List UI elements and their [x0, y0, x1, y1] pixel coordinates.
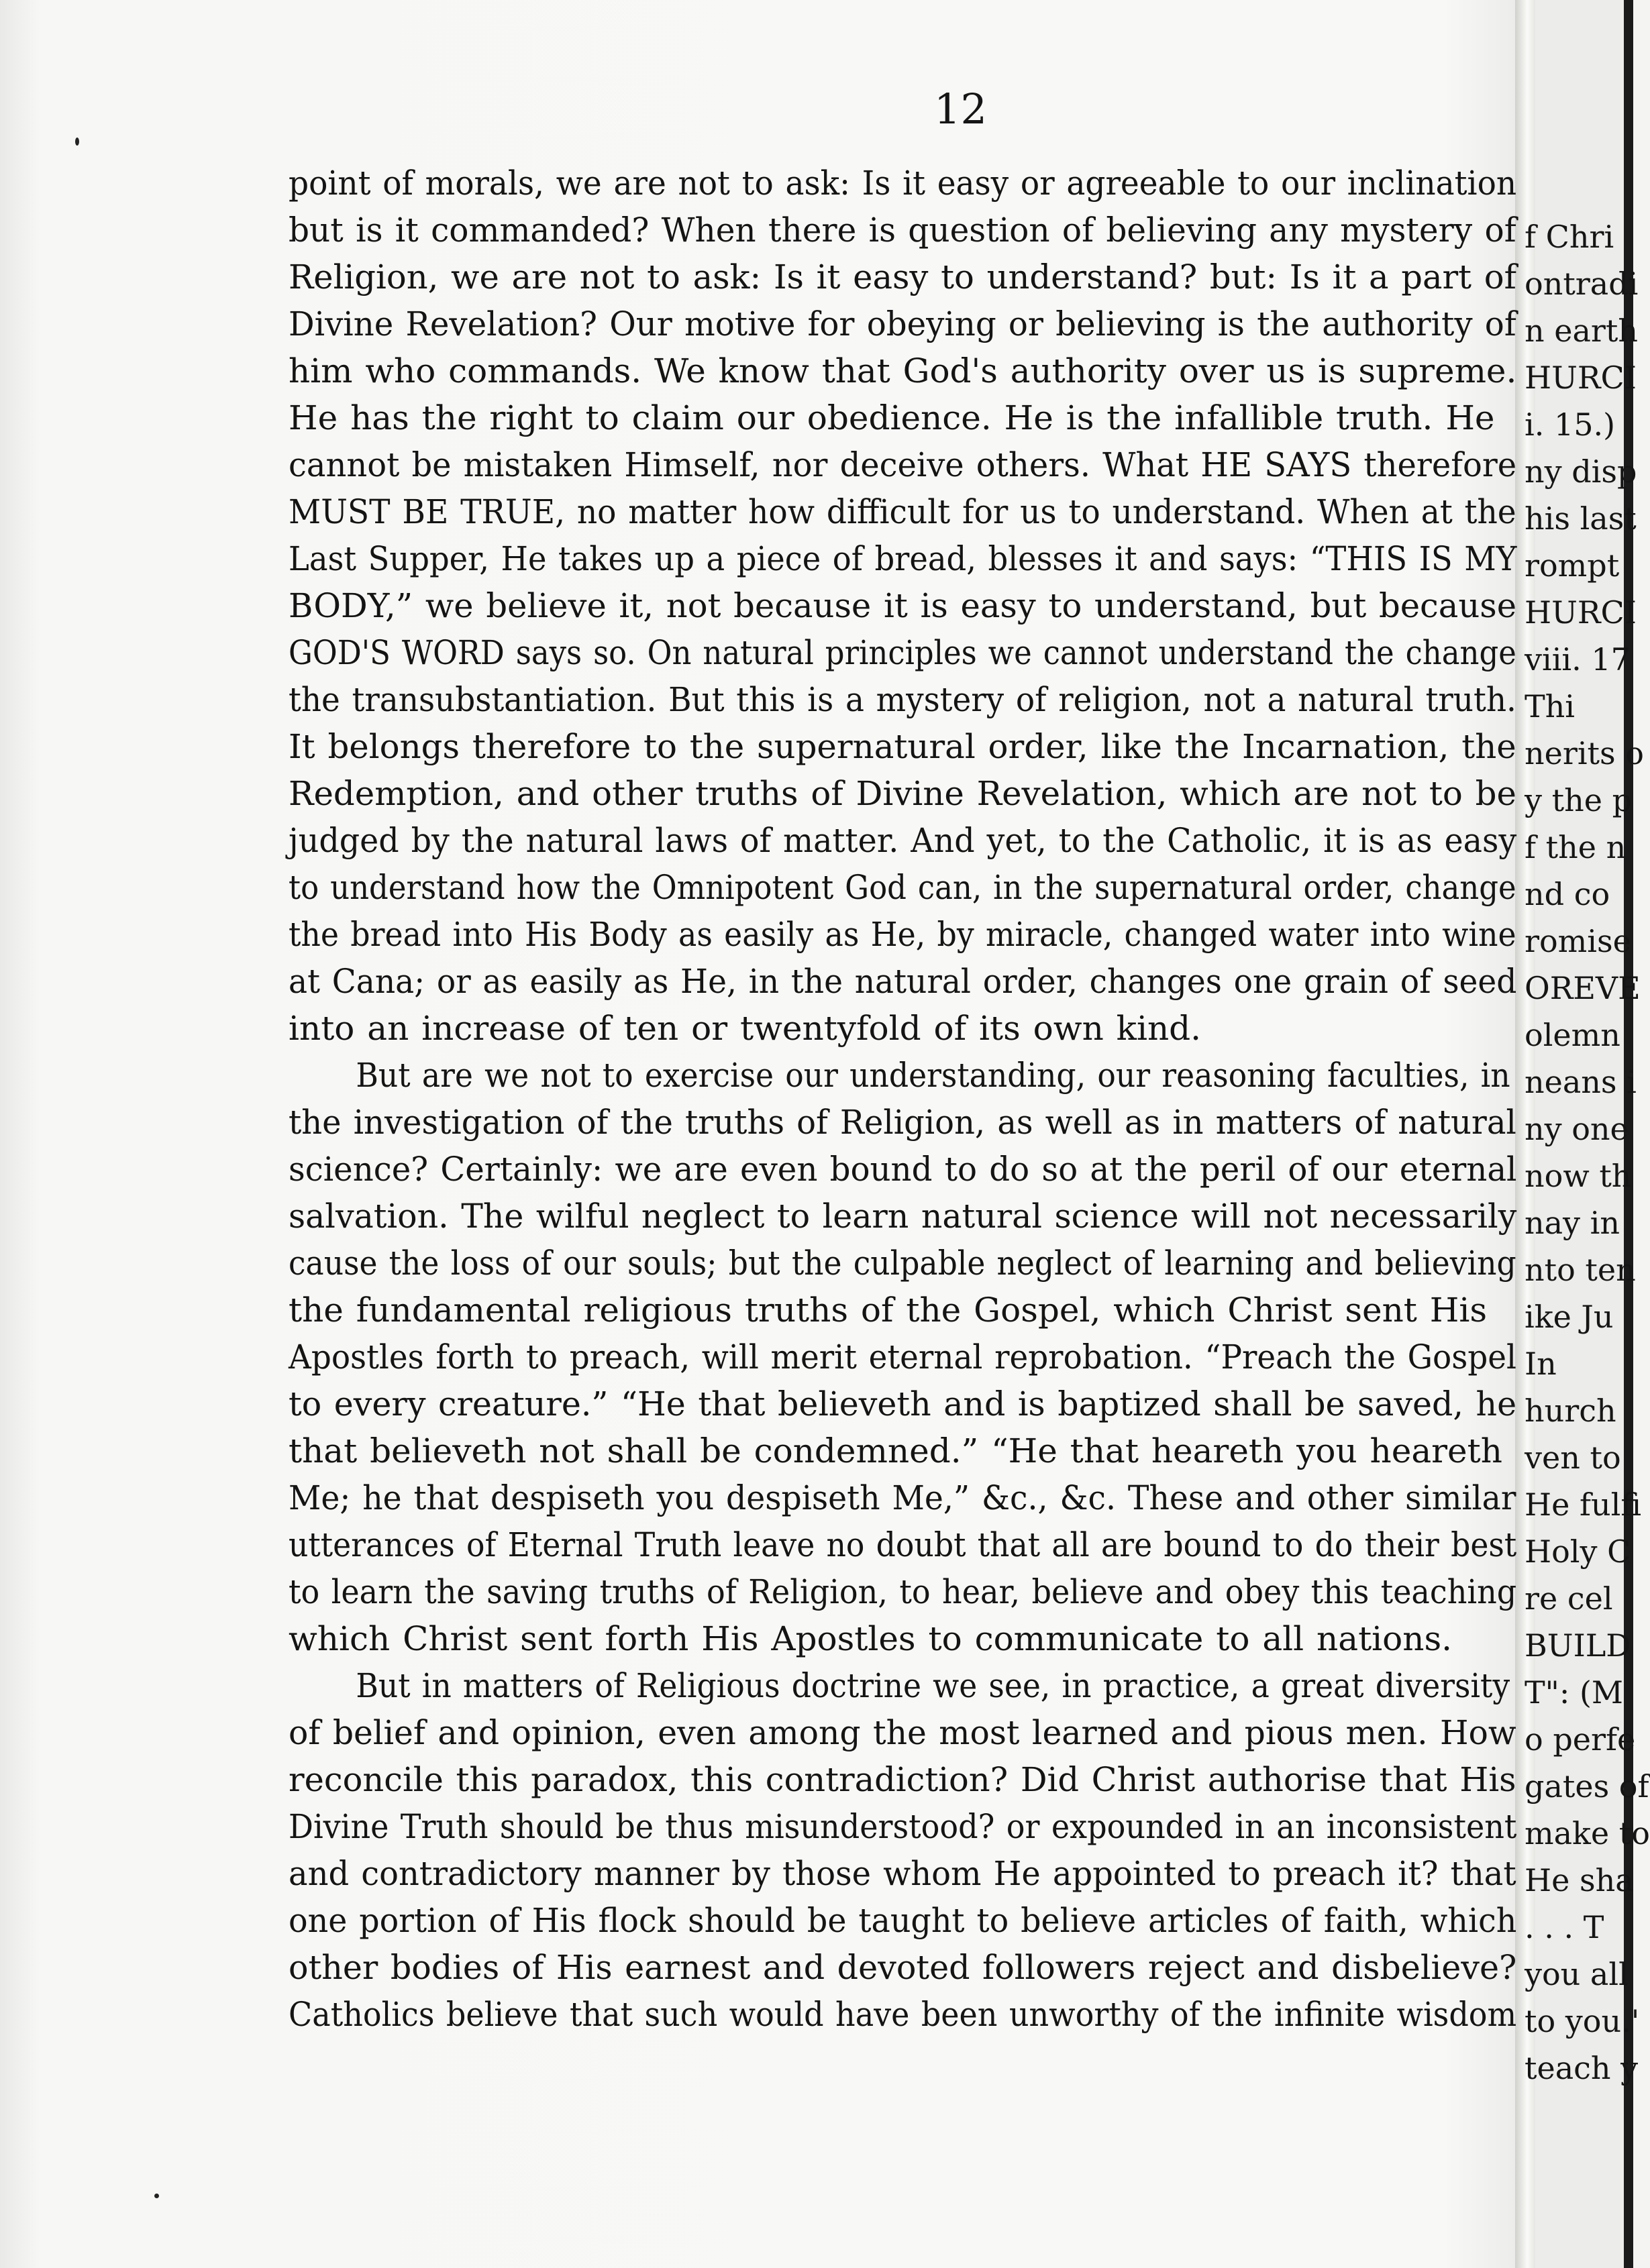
facing-page-fragment: nay in: [1525, 1205, 1620, 1241]
facing-page-fragment: nto ten: [1525, 1252, 1636, 1288]
facing-page-fragment: BUILD: [1525, 1627, 1631, 1664]
body-text: [289, 160, 1516, 2179]
text-line: But are we not to exercise our understanding, our reasoning faculties, in: [356, 1056, 1510, 1095]
text-line: at Cana; or as easily as He, in the natural order, changes one grain of seed: [289, 962, 1517, 1001]
text-line: point of morals, we are not to ask: Is it easy or agreeable to our inclination: [289, 164, 1517, 203]
text-line: Apostles forth to preach, will merit eternal reprobation. “Preach the Gospel: [289, 1338, 1516, 1376]
facing-page-fragment: f Chri: [1525, 219, 1614, 255]
facing-page-fragment: In: [1525, 1346, 1557, 1382]
text-line: that believeth not shall be condemned.” “He that heareth you heareth: [289, 1432, 1502, 1470]
facing-page-fragment: ike Ju: [1525, 1299, 1614, 1335]
text-line: cannot be mistaken Himself, nor deceive others. What HE SAYS therefore: [289, 445, 1517, 484]
facing-page-fragment: i. 15.): [1525, 407, 1616, 443]
text-line: salvation. The wilful neglect to learn natural science will not necessarily: [289, 1197, 1517, 1236]
facing-page-fragment: nd co: [1525, 876, 1610, 912]
text-line: into an increase of ten or twentyfold of its own kind.: [289, 1009, 1202, 1048]
text-line: utterances of Eternal Truth leave no doubt that all are bound to do their best: [289, 1525, 1517, 1564]
text-line: Religion, we are not to ask: Is it easy to understand? but: Is it a part of: [289, 258, 1516, 296]
text-line: Last Supper, He takes up a piece of bread, blesses it and says: “THIS IS MY: [289, 539, 1517, 578]
text-line: It belongs therefore to the supernatural order, like the Incarnation, the: [289, 727, 1516, 766]
facing-page-fragment: Holy C: [1525, 1533, 1631, 1570]
facing-page-fragment: you all: [1525, 1956, 1629, 1992]
facing-page-fragment: now th: [1525, 1158, 1632, 1194]
page-number: 12: [934, 85, 987, 133]
text-line: Me; he that despiseth you despiseth Me,” &c., &c. These and other similar: [289, 1478, 1516, 1517]
facing-page-fragment: ontradi: [1525, 266, 1639, 302]
facing-page-fragment: He fulfi: [1525, 1487, 1642, 1523]
facing-page-fragment: neans i: [1525, 1064, 1637, 1100]
facing-page-fragment: HURCI: [1525, 360, 1637, 396]
text-line: He has the right to claim our obedience. He is the infallible truth. He: [289, 398, 1495, 437]
scan-speck: [75, 138, 79, 146]
paragraph: [289, 1662, 1516, 2038]
text-line: him who commands. We know that God's authority over us is supreme.: [289, 352, 1517, 390]
text-line: science? Certainly: we are even bound to do so at the peril of our eternal: [289, 1150, 1517, 1189]
text-line: to learn the saving truths of Religion, to hear, believe and obey this teaching: [289, 1572, 1517, 1611]
facing-page-fragment: f the n: [1525, 829, 1627, 865]
text-line: the investigation of the truths of Religion, as well as in matters of natural: [289, 1103, 1516, 1142]
text-line: Catholics believe that such would have been unworthy of the infinite wisdom: [289, 1995, 1517, 2034]
text-line: which Christ sent forth His Apostles to communicate to all nations.: [289, 1619, 1453, 1658]
facing-page-fragment: HURCI: [1525, 594, 1637, 631]
text-line: But in matters of Religious doctrine we see, in practice, a great diversity: [356, 1666, 1510, 1705]
scan-speck: [154, 2194, 159, 2198]
text-line: one portion of His flock should be taught to believe articles of faith, which: [289, 1901, 1517, 1940]
facing-page-fragment: y the p: [1525, 782, 1633, 818]
text-line: the bread into His Body as easily as He, by miracle, changed water into wine: [289, 915, 1516, 954]
paragraph: [289, 160, 1516, 1052]
facing-page-edge: [1523, 0, 1650, 2268]
text-line: Divine Truth should be thus misunderstood? or expounded in an inconsistent: [289, 1807, 1517, 1846]
text-line: cause the loss of our souls; but the culpable neglect of learning and believing: [289, 1244, 1516, 1283]
facing-page-fragment: hurch: [1525, 1393, 1616, 1429]
text-line: of belief and opinion, even among the most learned and pious men. How: [289, 1713, 1516, 1752]
facing-page-fragment: teach y: [1525, 2050, 1639, 2086]
facing-page-fragment: Thi: [1525, 688, 1576, 724]
text-line: Redemption, and other truths of Divine Revelation, which are not to be: [289, 774, 1516, 813]
text-line: judged by the natural laws of matter. And yet, to the Catholic, it is as easy: [289, 821, 1517, 860]
text-line: but is it commanded? When there is question of believing any mystery of: [289, 211, 1516, 250]
facing-page-fragment: re cel: [1525, 1580, 1613, 1617]
facing-page-fragment: OREVE: [1525, 970, 1641, 1006]
paragraph: [289, 1052, 1516, 1662]
text-line: GOD'S WORD says so. On natural principles we cannot understand the change: [289, 633, 1516, 672]
facing-page-fragment: gates of: [1525, 1768, 1649, 1804]
text-line: Divine Revelation? Our motive for obeying or believing is the authority of: [289, 305, 1516, 343]
text-line: the transubstantiation. But this is a mystery of religion, not a natural truth.: [289, 680, 1516, 719]
facing-page-fragment: to you.': [1525, 2003, 1640, 2039]
text-line: MUST BE TRUE, no matter how difficult for us to understand. When at the: [289, 492, 1516, 531]
facing-page-fragment: his last: [1525, 500, 1637, 537]
facing-page-fragment: . . . T: [1525, 1909, 1604, 1945]
facing-page-fragment: n earth: [1525, 313, 1638, 349]
facing-page-fragment: ny disp: [1525, 453, 1637, 490]
facing-page-fragment: nerits o: [1525, 735, 1644, 771]
text-line: other bodies of His earnest and devoted followers reject and disbelieve?: [289, 1948, 1517, 1987]
facing-page-fragment: ny one: [1525, 1111, 1629, 1147]
text-line: BODY,” we believe it, not because it is easy to understand, but because: [289, 586, 1517, 625]
facing-page-fragment: viii. 17: [1525, 641, 1631, 678]
text-line: to every creature.” “He that believeth and is baptized shall be saved, he: [289, 1385, 1517, 1423]
facing-page-fragment: o perfe: [1525, 1721, 1636, 1758]
facing-page-fragment: romise: [1525, 923, 1631, 959]
text-line: reconcile this paradox, this contradiction? Did Christ authorise that His: [289, 1760, 1516, 1799]
text-line: the fundamental religious truths of the Gospel, which Christ sent His: [289, 1291, 1488, 1330]
text-line: and contradictory manner by those whom He appointed to preach it? that: [289, 1854, 1516, 1893]
facing-page-fragment: T": (M: [1525, 1674, 1624, 1711]
facing-page-fragment: rompt: [1525, 547, 1620, 584]
facing-page-fragment: olemn: [1525, 1017, 1620, 1053]
facing-page-fragment: ven to: [1525, 1440, 1621, 1476]
text-line: to understand how the Omnipotent God can, in the supernatural order, change: [289, 868, 1516, 907]
facing-page-fragment: make to: [1525, 1815, 1650, 1851]
facing-page-fragment: He sha: [1525, 1862, 1634, 1898]
